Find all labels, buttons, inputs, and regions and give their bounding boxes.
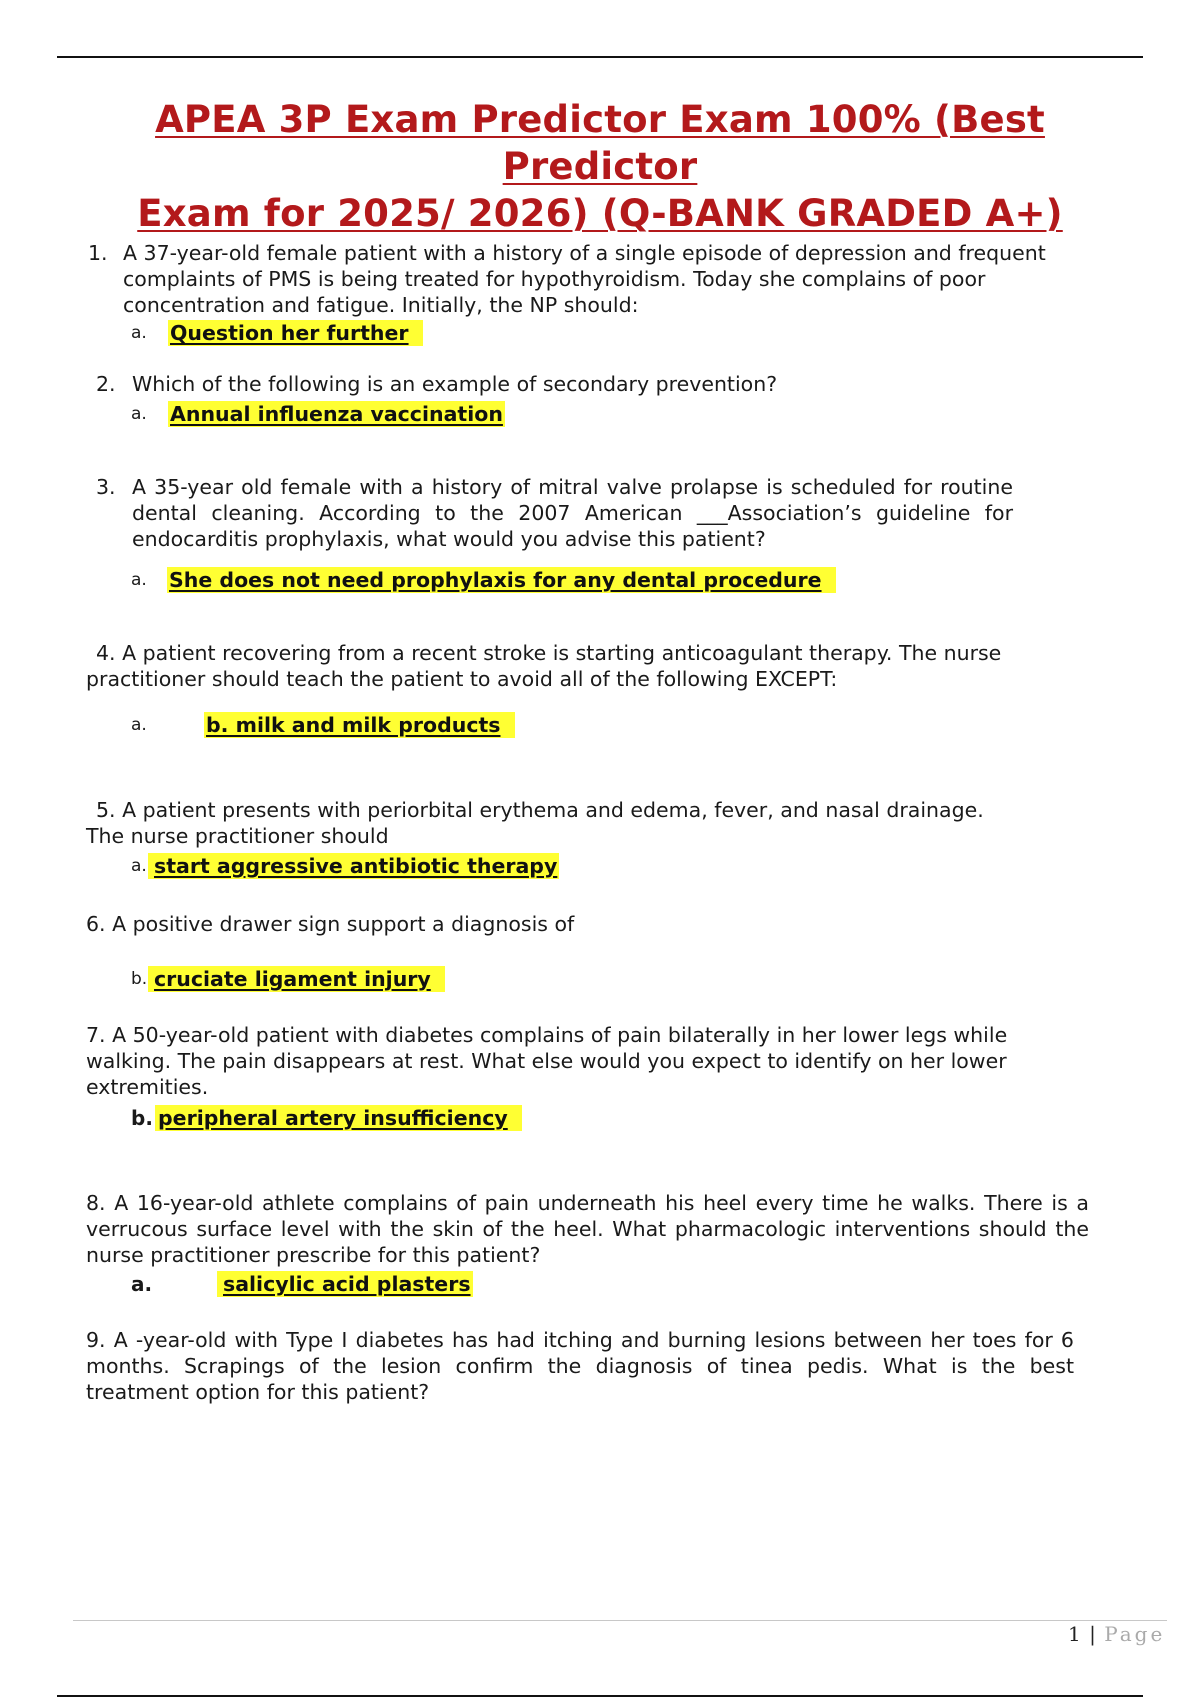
question-body: A -year-old with Type I diabetes has had itching and burning lesions between her toes for 6 months. Scrapings of the lesion confirm the diagnosis of tinea pedis. What is the best treatment option for this patient?	[86, 1328, 1074, 1404]
question-text	[86, 1327, 1074, 1405]
answer-letter: a.	[131, 570, 147, 590]
title-line-2: Exam for 2025/ 2026) (Q-BANK GRADED A+)	[137, 192, 1063, 235]
question-text: A 35-year old female with a history of mitral valve prolapse is scheduled for routine dental cleaning. According to the 2007 American ___Association’s guideline for endocarditis prophylaxis, what would you advise this patient?	[132, 475, 1013, 551]
question-body: A patient recovering from a recent stroke is starting anticoagulant therapy. The nurse practitioner should teach the patient to avoid all of the following EXCEPT:	[86, 641, 1002, 691]
page-label: Page	[1104, 1622, 1166, 1646]
question-number: 6.	[86, 912, 106, 936]
answer-highlight: cruciate ligament injury	[148, 966, 445, 992]
document-title	[100, 96, 1100, 237]
page-number	[1068, 1622, 1165, 1646]
answer-highlight: Annual influenza vaccination	[170, 402, 503, 426]
answer-letter: a.	[131, 715, 147, 735]
answer-highlight: She does not need prophylaxis for any dental procedure	[167, 567, 836, 593]
answer-highlight: start aggressive antibiotic therapy	[148, 853, 559, 879]
question-text	[86, 797, 1026, 849]
question-text: A 37-year-old female patient with a history of a single episode of depression and frequent complaints of PMS is being treated for hypothyroidism. Today she complains of poor concentration and fatigue. Initially, the NP should:	[123, 241, 1046, 317]
answer-highlight: salicylic acid plasters	[217, 1271, 473, 1297]
page-separator: |	[1089, 1622, 1097, 1646]
question-number: 3.	[96, 475, 116, 499]
answer-letter: a.	[131, 323, 147, 343]
answer-letter: a.	[131, 856, 147, 876]
question-text: A 50-year-old patient with diabetes complains of pain bilaterally in her lower legs while walking. The pain disappears at rest. What else would you expect to identify on her lower extremities.	[86, 1023, 1008, 1099]
question-9	[86, 1327, 1074, 1405]
question-3	[96, 474, 1013, 552]
question-2	[96, 371, 1096, 397]
answer-highlight: Question her further	[168, 320, 423, 346]
answer-highlight: b. milk and milk products	[204, 712, 515, 738]
question-1	[88, 240, 1108, 318]
answer-highlight: peripheral artery insufficiency	[155, 1105, 522, 1131]
question-8	[86, 1190, 1089, 1268]
question-text: Which of the following is an example of secondary prevention?	[132, 372, 778, 396]
question-5	[86, 797, 1026, 849]
question-number: 1.	[88, 241, 108, 265]
bottom-rule	[57, 1695, 1143, 1697]
footer-rule	[73, 1620, 1167, 1621]
question-4	[86, 640, 1090, 692]
question-number: 8.	[86, 1191, 106, 1215]
question-body: A patient presents with periorbital erythema and edema, fever, and nasal drainage. The nurse practitioner should	[86, 798, 984, 848]
question-number: 2.	[96, 372, 116, 396]
question-text	[86, 640, 1090, 692]
question-number: 9.	[86, 1328, 106, 1352]
page-number-value: 1	[1068, 1622, 1082, 1646]
question-7	[86, 1022, 1086, 1100]
question-number: 4.	[96, 641, 116, 665]
question-body: A 16-year-old athlete complains of pain underneath his heel every time he walks. There is a verrucous surface level with the skin of the heel. What pharmacologic interventions should the nurse practitioner prescribe for this patient?	[86, 1191, 1089, 1267]
top-rule	[57, 56, 1143, 58]
question-number: 7.	[86, 1023, 106, 1047]
question-6	[86, 911, 1086, 937]
title-line-1: APEA 3P Exam Predictor Exam 100% (Best Predictor	[155, 98, 1045, 188]
answer-letter: b.	[131, 969, 148, 989]
question-number: 5.	[96, 798, 116, 822]
question-text: A positive drawer sign support a diagnosis of	[112, 912, 575, 936]
question-text	[86, 1190, 1089, 1268]
answer-letter: a.	[131, 404, 147, 424]
answer-letter: b.	[131, 1106, 153, 1130]
answer-letter: a.	[131, 1272, 153, 1296]
